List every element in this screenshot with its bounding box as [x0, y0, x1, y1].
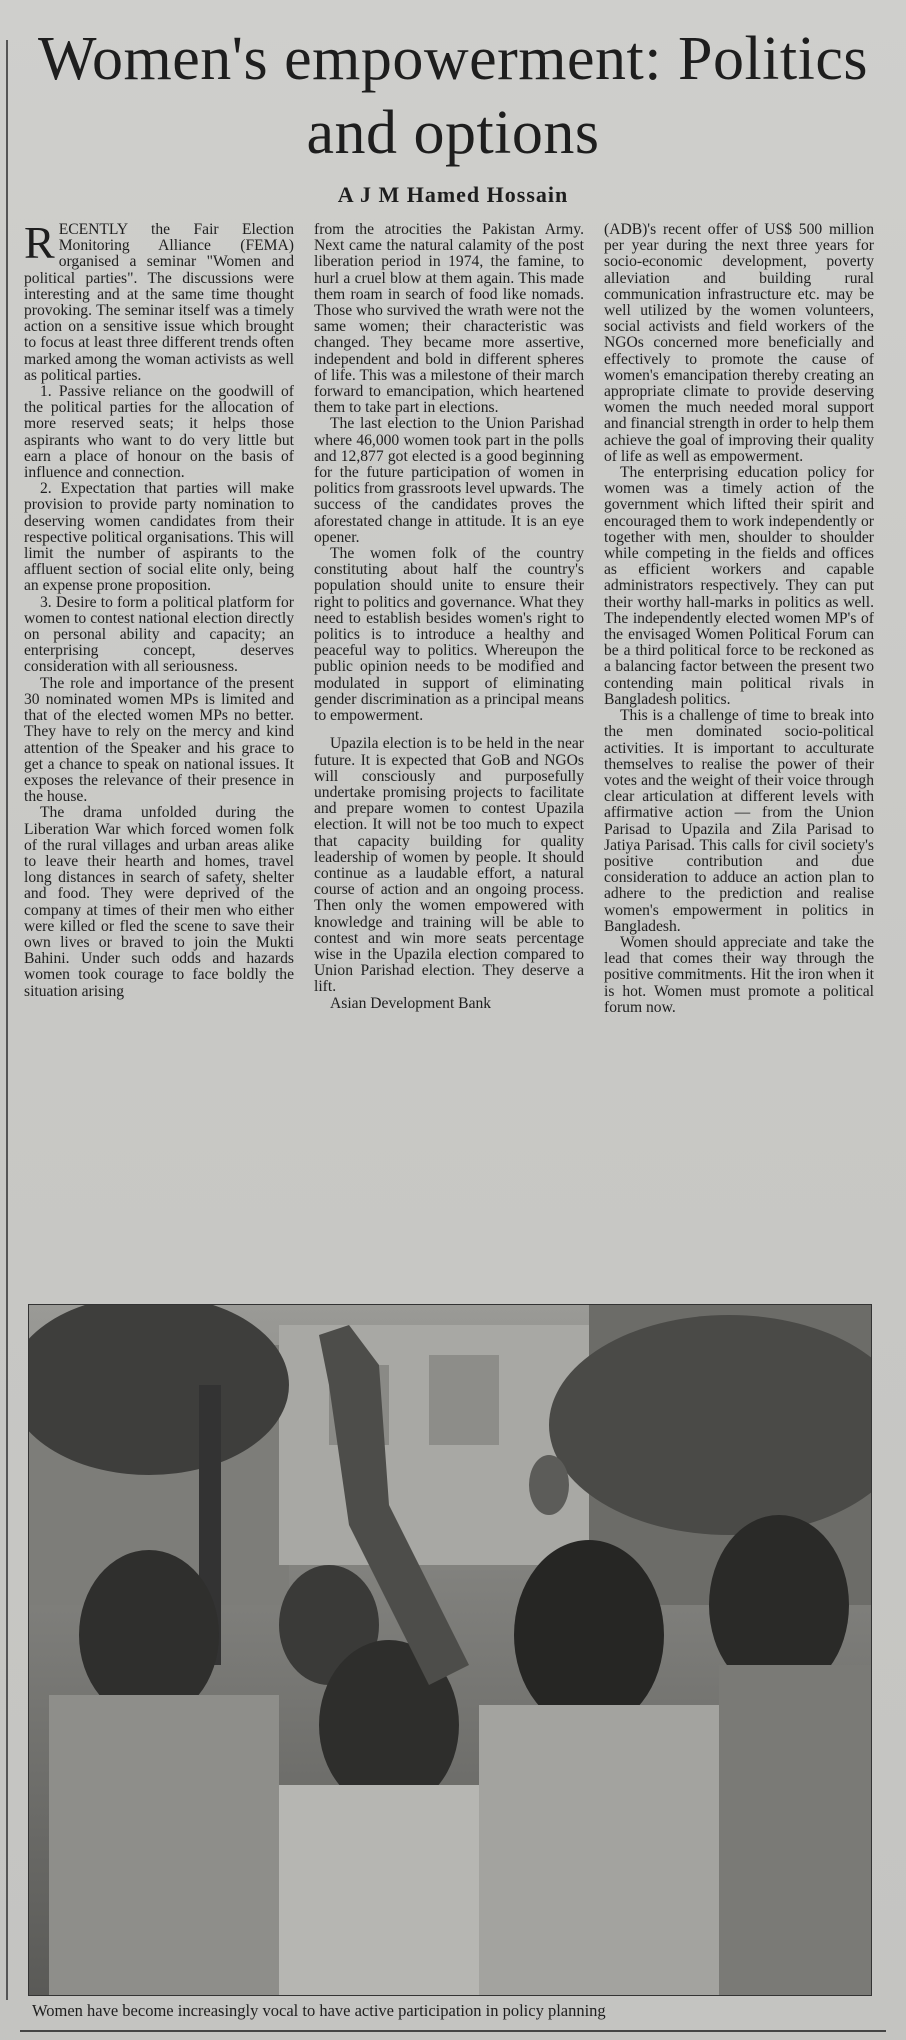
- paragraph: 1. Passive reliance on the goodwill of the political parties for the allocation of more reserved seats; it helps those aspirants who want to do very little but earn a place of honour on the basis of influence and connection.: [24, 383, 294, 482]
- byline: A J M Hamed Hossain: [337, 182, 569, 207]
- paragraph: This is a challenge of time to break into the men dominated socio-political activities. It is important to acculturate themselves to realise the power of their votes and the weight of their voice through clear articulation at different levels with affirmative action — from the Union Parisad to Upazila and Zila Parisad to Jatiya Parisad. This calls for civil society's positive contribution and due consideration to adduce an action plan to adhere to the prediction and realise women's empowerment in politics in Bangladesh.: [604, 707, 874, 935]
- news-photo: [28, 1304, 872, 1996]
- article-column-3: [604, 222, 874, 1282]
- paragraph: Upazila election is to be held in the near future. It is expected that GoB and NGOs will consciously and purposefully undertake promising projects to facilitate and prepare women to contest Upazila election. It will not be too much to expect that capacity building for quality leadership of women by people. It should continue as a laudable effort, a natural course of action and an ongoing process. Then only the women empowered with knowledge and training will be able to contest and win more seats percentage wise in the Upazila election compared to Union Parishad election. They deserve a lift.: [314, 735, 584, 996]
- paragraph: (ADB)'s recent offer of US$ 500 million per year during the next three years for socio-economic development, poverty alleviation and building rural communication infrastructure etc. may be well utilized by the women volunteers, social activists and field workers of the NGOs concerned more beneficially and effectively to promote the cause of women's emancipation thereby creating an appropriate climate to provide deserving women the much needed moral support and financial strength in order to help them achieve the goal of improving their quality of life as well as empowerment.: [604, 222, 874, 465]
- paragraph: The enterprising education policy for women was a timely action of the government which lifted their spirit and encouraged them to work independently or together with men, shoulder to shoulder while competing in the fields and offices as efficient workers and capable administrators respectively. They can put their worthy hall-marks in politics as well. The independently elected women MP's of the envisaged Women Political Forum can be a third political force to be reckoned as a balancing factor between the present two contending main political rivals in Bangladesh politics.: [604, 464, 874, 708]
- bottom-rule: [20, 2030, 886, 2032]
- paragraph: Asian Development Bank: [330, 994, 492, 1012]
- article-column-2: [314, 222, 584, 1282]
- paragraph: Women should appreciate and take the lead that comes their way through the positive commitments. Hit the iron when it is hot. Women must promote a political forum now.: [604, 933, 874, 1016]
- paragraph: The last election to the Union Parishad where 46,000 women took part in the polls and 12,877 got elected is a good beginning for the future participation of women in politics from grassroots level upwards. The success of the candidates proves the aforestated change in attitude. It is an eye opener.: [314, 415, 584, 546]
- headline: Women's empowerment: Politics and options: [37, 25, 868, 167]
- paragraph: 3. Desire to form a political platform for women to contest national election directly on personal ability and capacity; an enterprising concept, deserves consideration with all seriousness.: [24, 593, 294, 676]
- column-rule: [6, 40, 8, 2000]
- paragraph: from the atrocities the Pakistan Army. Next came the natural calamity of the post liberation period in 1974, the famine, to hurl a cruel blow at them again. This made them roam in search of food like nomads. Those who survived the wrath were not the same women; their characteristic was changed. They became more assertive, independent and bold in different spheres of life. This was a milestone of their march forward to emancipation, which heartened them to take part in elections.: [314, 222, 584, 417]
- paragraph: RECENTLY the Fair Election Monitoring Alliance (FEMA) organised a seminar "Women and political parties". The discussions were interesting and at the same time thought provoking. The seminar itself was a timely action on a sensitive issue which brought to focus at least three different trends often marked among the woman activists as well as political parties.: [24, 222, 294, 384]
- photo-caption: Women have become increasingly vocal to have active participation in policy planning: [32, 2001, 606, 2020]
- protest-photo-illustration: [29, 1305, 871, 1995]
- article-body: [24, 222, 874, 1282]
- article-column-1: [24, 222, 294, 1282]
- paragraph: The women folk of the country constituting about half the country's population should unite to ensure their right to politics and governance. What they need to establish besides women's right to politics is to introduce a healthy and peaceful way to politics. Whereupon the public opinion needs to be modified and modulated in support of eliminating gender discrimination as a principal means to empowerment.: [314, 545, 584, 725]
- paragraph: The drama unfolded during the Liberation War which forced women folk of the rural villages and urban areas alike to leave their hearth and homes, travel long distances in search of safety, shelter and food. They were deprived of the company at times of their men who either were killed or fled the scene to save their own lives or braved to join the Mukti Bahini. Under such odds and hazards women took courage to face boldly the situation arising: [24, 804, 294, 1000]
- dropcap: R: [24, 222, 55, 268]
- paragraph: 2. Expectation that parties will make provision to provide party nomination to deserving women candidates from their respective political organisations. This will limit the number of aspirants to the affluent section of social elite only, being an expense prone proposition.: [24, 480, 294, 595]
- paragraph: The role and importance of the present 30 nominated women MPs is limited and that of the elected women MPs no better. They have to rely on the mercy and kind attention of the Speaker and his grace to get a chance to speak on national issues. It exposes the relevance of their presence in the house.: [24, 674, 294, 806]
